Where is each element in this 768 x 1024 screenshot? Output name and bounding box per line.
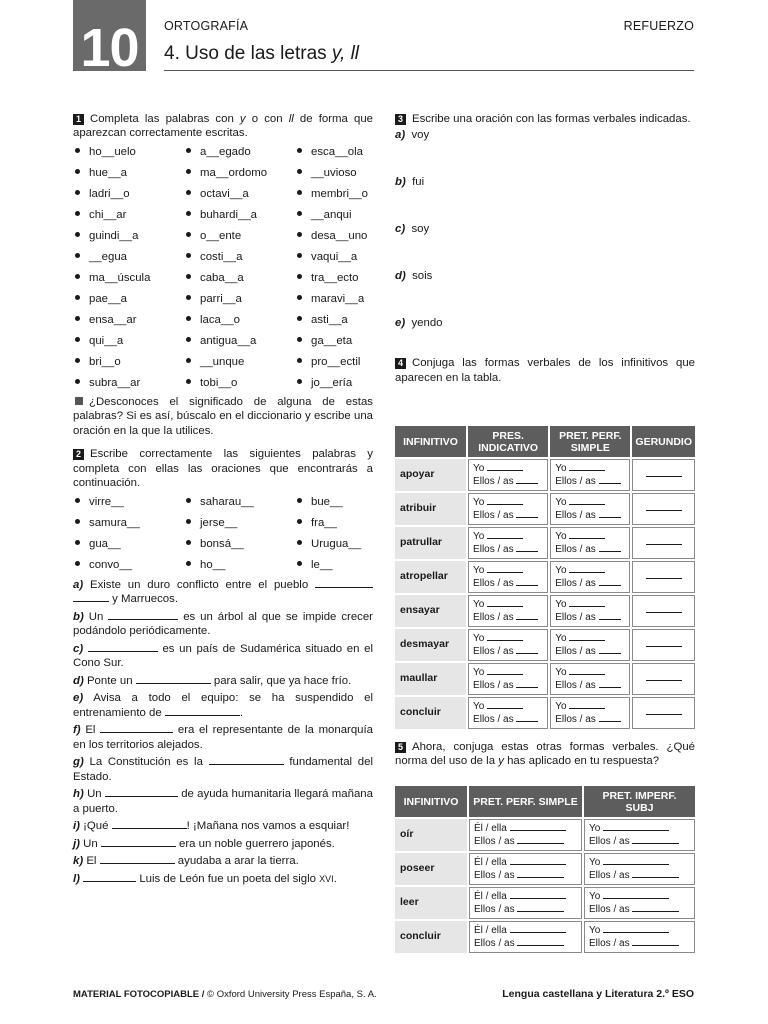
infinitive-cell: atribuir [395,493,466,525]
title-letters: y, ll [331,43,360,64]
exercise-2-instruction [73,447,373,490]
exercise-2-number: 2 [73,449,84,460]
pres-indicativo-cell [468,697,548,729]
conjugation-blank[interactable] [599,476,621,484]
gerundio-blank[interactable] [646,673,682,681]
person-label: Yo [555,598,567,610]
word-item: convo__ [73,555,184,576]
conjugation-blank[interactable] [569,633,605,641]
footer-publisher: © Oxford University Press España, S. A. [204,989,377,1000]
word-item: ma__ordomo [184,163,295,184]
answer-blank[interactable] [108,610,178,620]
word-item: jo__ería [295,373,406,394]
word-item: octavi__a [184,184,295,205]
pret-perf-simple-cell [550,595,630,627]
ex1-text-3: o con [245,113,289,125]
person-label: Ellos / as [589,870,630,881]
ex2-instr-text: Escribe correctamente las siguientes palabras y completa con ellas las oraciones que encontrarás a continuación. [73,448,373,490]
infinitive-cell: patrullar [395,527,466,559]
infinitive-cell: ensayar [395,595,466,627]
person-label: Ellos / as [473,680,514,691]
conjugation-blank[interactable] [569,599,605,607]
sentence-k: k) El ayudaba a arar la tierra. [73,855,299,868]
person-label: Ellos / as [474,836,515,847]
pret-perf-simple-cell [469,853,582,885]
ex1-text-2: y [239,113,246,125]
person-label: Ellos / as [473,578,514,589]
sentence-a: a) Existe un duro conflicto entre el pueblo y Marruecos. [73,578,373,607]
table-row [395,887,695,919]
answer-blank[interactable] [100,854,175,864]
word-item: o__ente [184,226,295,247]
col-header-gerundio: GERUNDIO [632,426,695,457]
conjugation-blank[interactable] [603,891,669,899]
person-label: Ellos / as [473,544,514,555]
person-label: Yo [555,496,567,508]
infinitive-cell: maullar [395,663,466,695]
conjugation-blank[interactable] [599,680,621,688]
answer-blank[interactable] [112,819,187,829]
infinitive-cell: desmayar [395,629,466,661]
conjugation-blank[interactable] [510,857,566,865]
person-label: Ellos / as [555,510,596,521]
pret-imperf-subj-cell [584,819,695,851]
conjugation-blank[interactable] [603,857,669,865]
conjugation-blank[interactable] [516,544,538,552]
exercise-5-number: 5 [395,742,406,753]
pret-perf-simple-cell [550,697,630,729]
level-label: REFUERZO [623,19,694,33]
word-item: ensa__ar [73,310,184,331]
sentence-c: c) es un país de Sudamérica situado en el Cono Sur. [73,642,373,670]
exercise-1-instruction [73,112,373,141]
answer-blank[interactable] [83,872,136,882]
word-item: pro__ectil [295,352,406,373]
person-label: Ellos / as [555,646,596,657]
sentence-j: j) Un era un noble guerrero japonés. [73,837,335,850]
pres-indicativo-cell [468,595,548,627]
word-item: antigua__a [184,331,295,352]
word-item: asti__a [295,310,406,331]
pret-perf-simple-cell [550,527,630,559]
table-row [395,527,695,559]
gerundio-cell [632,697,695,729]
word-item: ho__ [184,555,295,576]
pres-indicativo-cell [468,459,548,491]
verb-item-a: a) voy [395,129,430,142]
conjugation-blank[interactable] [487,531,523,539]
ex1-text-4: ll [288,113,294,125]
person-label: Yo [473,700,485,712]
pres-indicativo-cell [468,561,548,593]
person-label: Yo [589,856,601,868]
gerundio-cell [632,493,695,525]
gerundio-blank[interactable] [646,605,682,613]
exercise-2-word-list [73,492,373,576]
verb-item-d: d) sois [395,270,433,283]
pret-perf-simple-cell [550,629,630,661]
word-item: __egua [73,247,184,268]
sentence-g: g) La Constitución es la fundamental del Estado. [73,756,374,783]
pres-indicativo-cell [468,629,548,661]
conjugation-blank[interactable] [487,633,523,641]
pret-imperf-subj-cell [584,853,695,885]
word-item: bonsá__ [184,534,295,555]
ex4-instr-text: Conjuga las formas verbales de los infinitivos que aparecen en la tabla. [395,357,695,384]
person-label: Yo [473,666,485,678]
pret-perf-simple-cell [550,561,630,593]
gerundio-cell [632,527,695,559]
table-row [395,921,695,953]
conjugation-blank[interactable] [487,599,523,607]
infinitive-cell: concluir [395,697,466,729]
conjugation-blank[interactable] [569,667,605,675]
person-label: Yo [589,822,601,834]
person-label: Yo [555,564,567,576]
person-label: Yo [555,530,567,542]
exercise-5-table [393,784,697,955]
word-item: parri__a [184,289,295,310]
word-item: costi__a [184,247,295,268]
conjugation-blank[interactable] [599,544,621,552]
answer-blank[interactable] [165,706,240,716]
word-item: gua__ [73,534,184,555]
word-item: vaqui__a [295,247,406,268]
person-label: Ellos / as [474,904,515,915]
sentence-l: l) Luis de León fue un poeta del siglo XVI. [73,872,337,885]
conjugation-blank[interactable] [603,925,669,933]
person-label: Ellos / as [473,646,514,657]
pret-perf-simple-cell [469,921,582,953]
conjugation-blank[interactable] [569,565,605,573]
word-item: fra__ [295,513,406,534]
table-row [395,819,695,851]
person-label: Yo [473,598,485,610]
gerundio-cell [632,595,695,627]
right-column [395,112,695,385]
conjugation-blank[interactable] [516,510,538,518]
word-item: caba__a [184,268,295,289]
word-item: tobi__o [184,373,295,394]
word-item: tra__ecto [295,268,406,289]
ex1-note-text: ¿Desconoces el significado de alguna de estas palabras? Si es así, búscalo en el diccionario y escribe una oración en la que la utilices. [73,395,373,437]
conjugation-blank[interactable] [517,904,564,912]
table-row [395,853,695,885]
footer-book-title: Lengua castellana y Literatura 2.º ESO [502,988,694,1000]
word-item: desa__uno [295,226,406,247]
sentence-i: i) ¡Qué ! ¡Mañana nos vamos a esquiar! [73,820,350,833]
gerundio-cell [632,663,695,695]
conjugation-blank[interactable] [569,463,605,471]
pres-indicativo-cell [468,663,548,695]
footer-copyright [73,989,377,1001]
exercise-1-note [73,395,373,438]
word-item: maravi__a [295,289,406,310]
conjugation-blank[interactable] [517,938,564,946]
word-item: samura__ [73,513,184,534]
gerundio-cell [632,459,695,491]
exercise-4-instruction [395,356,695,385]
gerundio-cell [632,629,695,661]
conjugation-blank[interactable] [632,836,679,844]
word-item: jerse__ [184,513,295,534]
person-label: Ellos / as [555,680,596,691]
person-label: Yo [555,632,567,644]
person-label: Él / ella [474,890,507,902]
person-label: Él / ella [474,822,507,834]
pret-perf-simple-cell [550,663,630,695]
conjugation-blank[interactable] [510,891,566,899]
table-row [395,459,695,491]
person-label: Ellos / as [555,578,596,589]
exercise-1-number: 1 [73,114,84,125]
conjugation-blank[interactable] [599,510,621,518]
person-label: Ellos / as [555,476,596,487]
title-rule [164,70,694,71]
word-item: laca__o [184,310,295,331]
conjugation-blank[interactable] [487,667,523,675]
conjugation-blank[interactable] [487,463,523,471]
word-item: __anqui [295,205,406,226]
person-label: Ellos / as [473,510,514,521]
word-item: __unque [184,352,295,373]
person-label: Ellos / as [589,904,630,915]
conjugation-blank[interactable] [569,701,605,709]
person-label: Yo [589,924,601,936]
gerundio-blank[interactable] [646,537,682,545]
word-item: Urugua__ [295,534,406,555]
conjugation-blank[interactable] [516,680,538,688]
gerundio-cell [632,561,695,593]
word-item: buhardi__a [184,205,295,226]
word-item: a__egado [184,142,295,163]
word-item: hue__a [73,163,184,184]
conjugation-blank[interactable] [599,646,621,654]
verb-item-c: c) soy [395,223,430,236]
table-row [395,561,695,593]
word-item: __uvioso [295,163,406,184]
exercise-3-items [395,128,695,356]
person-label: Ellos / as [555,544,596,555]
infinitive-cell: atropellar [395,561,466,593]
pret-imperf-subj-cell [584,887,695,919]
person-label: Yo [555,666,567,678]
infinitive-cell: oír [395,819,467,851]
pret-perf-simple-cell [469,819,582,851]
word-item: ladri__o [73,184,184,205]
pret-perf-simple-cell [550,459,630,491]
pres-indicativo-cell [468,493,548,525]
verb-item-e: e) yendo [395,317,443,330]
table-row [395,493,695,525]
conjugation-blank[interactable] [632,870,679,878]
gerundio-blank[interactable] [646,707,682,715]
col-header-infinitivo: INFINITIVO [395,786,467,817]
infinitive-cell: poseer [395,853,467,885]
exercise-2-sentences [73,578,373,886]
word-item: le__ [295,555,406,576]
conjugation-blank[interactable] [487,497,523,505]
word-item: virre__ [73,492,184,513]
word-item: subra__ar [73,373,184,394]
pret-imperf-subj-cell [584,921,695,953]
exercise-5-instruction: 5 Ahora, conjuga estas otras formas verbales. ¿Qué norma del uso de la y has aplicado en tu respuesta? [395,741,695,768]
person-label: Yo [555,462,567,474]
gerundio-blank[interactable] [646,469,682,477]
infinitive-cell: apoyar [395,459,466,491]
word-item: bri__o [73,352,184,373]
ex1-text-1: Completa las palabras con [90,113,240,125]
word-item: ga__eta [295,331,406,352]
conjugation-blank[interactable] [517,836,564,844]
exercise-1-word-list [73,142,373,394]
answer-blank[interactable] [101,837,176,847]
exercise-4-table [393,424,697,731]
conjugation-blank[interactable] [510,823,566,831]
col-header-infinitivo: INFINITIVO [395,426,466,457]
person-label: Ellos / as [474,870,515,881]
person-label: Yo [555,700,567,712]
conjugation-blank[interactable] [516,578,538,586]
person-label: Yo [473,632,485,644]
exercise-3-number: 3 [395,114,406,125]
ex3-instr-text: Escribe una oración con las formas verbales indicadas. [412,113,691,125]
col-header-pret-imperf-subj: PRET. IMPERF. SUBJ [584,786,695,817]
person-label: Ellos / as [473,714,514,725]
word-item: bue__ [295,492,406,513]
conjugation-blank[interactable] [599,714,621,722]
table-row [395,595,695,627]
word-item: pae__a [73,289,184,310]
table-row [395,663,695,695]
conjugation-blank[interactable] [599,612,621,620]
conjugation-blank[interactable] [516,714,538,722]
sentence-e: e) Avisa a todo el equipo: se ha suspendido el entrenamiento de . [73,692,373,719]
person-label: Ellos / as [555,612,596,623]
gerundio-blank[interactable] [646,639,682,647]
infinitive-cell: concluir [395,921,467,953]
answer-blank[interactable] [73,592,109,602]
conjugation-blank[interactable] [516,476,538,484]
person-label: Yo [473,462,485,474]
person-label: Yo [473,530,485,542]
conjugation-blank[interactable] [516,612,538,620]
word-item: membri__o [295,184,406,205]
exercise-4-number: 4 [395,358,406,369]
exercise-3-instruction [395,112,695,126]
person-label: Ellos / as [589,836,630,847]
col-header-pret-perf-simple: PRET. PERF. SIMPLE [550,426,630,457]
answer-blank[interactable] [136,674,211,684]
word-item: esca__ola [295,142,406,163]
word-item: ma__úscula [73,268,184,289]
answer-blank[interactable] [88,642,158,652]
ex1-text-5: de forma que aparezcan correctamente escritas. [73,113,373,140]
pret-perf-simple-cell [550,493,630,525]
person-label: Yo [589,890,601,902]
gerundio-blank[interactable] [646,503,682,511]
title-main: 4. Uso de las letras [164,43,332,64]
page-title [164,42,359,66]
sentence-h: h) Un de ayuda humanitaria llegará mañana a puerto. [73,788,373,815]
person-label: Ellos / as [589,938,630,949]
person-label: Ellos / as [473,476,514,487]
conjugation-blank[interactable] [599,578,621,586]
conjugation-blank[interactable] [516,646,538,654]
section-label: ORTOGRAFÍA [164,19,249,33]
pres-indicativo-cell [468,527,548,559]
person-label: Yo [473,496,485,508]
gerundio-blank[interactable] [646,571,682,579]
conjugation-blank[interactable] [487,565,523,573]
conjugation-blank[interactable] [603,823,669,831]
answer-blank[interactable] [100,723,173,733]
word-item: chi__ar [73,205,184,226]
verb-item-b: b) fui [395,176,425,189]
word-item: qui__a [73,331,184,352]
square-bullet-icon [75,397,83,405]
person-label: Ellos / as [555,714,596,725]
left-column [73,112,373,889]
person-label: Él / ella [474,856,507,868]
person-label: Ellos / as [473,612,514,623]
sentence-d: d) Ponte un para salir, que ya hace frío. [73,674,352,687]
col-header-pres-indicativo: PRES. INDICATIVO [468,426,548,457]
unit-number-badge: 10 [73,0,146,71]
answer-blank[interactable] [105,787,178,797]
word-item: guindi__a [73,226,184,247]
word-item: ho__uelo [73,142,184,163]
conjugation-blank[interactable] [569,497,605,505]
table-row [395,697,695,729]
person-label: Ellos / as [474,938,515,949]
sentence-b: b) Un es un árbol al que se impide crecer podándolo periódicamente. [73,610,373,638]
answer-blank[interactable] [315,578,373,588]
conjugation-blank[interactable] [510,925,566,933]
table-row [395,629,695,661]
answer-blank[interactable] [209,755,284,765]
person-label: Él / ella [474,924,507,936]
footer-photocopy-label: MATERIAL FOTOCOPIABLE / [73,989,205,1000]
sentence-f: f) El era el representante de la monarquía en los territorios alejados. [73,724,374,751]
conjugation-blank[interactable] [632,938,679,946]
infinitive-cell: leer [395,887,467,919]
conjugation-blank[interactable] [569,531,605,539]
person-label: Yo [473,564,485,576]
col-header-pret-perf-simple: PRET. PERF. SIMPLE [469,786,582,817]
conjugation-blank[interactable] [632,904,679,912]
conjugation-blank[interactable] [517,870,564,878]
conjugation-blank[interactable] [487,701,523,709]
word-item: saharau__ [184,492,295,513]
pret-perf-simple-cell [469,887,582,919]
